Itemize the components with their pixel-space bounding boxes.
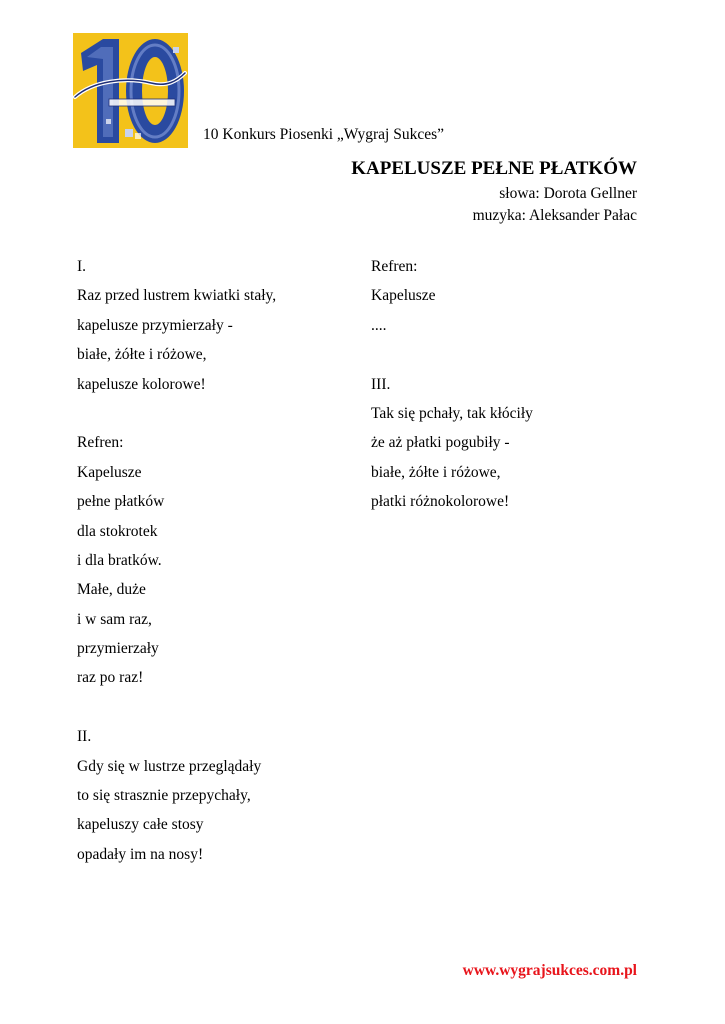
- lyric-line: Gdy się w lustrze przeglądały: [77, 757, 262, 775]
- lyric-line: i w sam raz,: [77, 610, 152, 628]
- lyric-line: II.: [77, 728, 92, 746]
- lyric-line: Raz przed lustrem kwiatki stały,: [77, 287, 277, 305]
- song-title: KAPELUSZE PEŁNE PŁATKÓW: [351, 158, 637, 179]
- lyric-line: Tak się pchały, tak kłóciły: [371, 404, 533, 422]
- lyric-line: I.: [77, 258, 87, 275]
- lyric-line: białe, żółte i różowe,: [77, 346, 207, 364]
- stanza-gap: [371, 340, 631, 369]
- lyric-line: przymierzały: [77, 640, 159, 658]
- lyric-line: Małe, duże: [77, 581, 146, 599]
- stanza-gap: [77, 399, 347, 428]
- lyric-line: kapelusze przymierzały -: [77, 316, 233, 334]
- contest-name: 10 Konkurs Piosenki „Wygraj Sukces”: [203, 126, 444, 143]
- stanza-gap: [77, 693, 347, 722]
- lyric-line: Refren:: [77, 434, 124, 452]
- lyric-line: kapeluszy całe stosy: [77, 816, 204, 834]
- lyric-line: to się strasznie przepychały,: [77, 787, 251, 805]
- lyric-line: kapelusze kolorowe!: [77, 375, 206, 393]
- lyric-line: Refren:: [371, 258, 418, 275]
- lyric-line: pełne płatków: [77, 493, 165, 511]
- lyric-line: III.: [371, 375, 391, 393]
- lyrics-author: słowa: Dorota Gellner: [499, 185, 637, 202]
- lyric-line: i dla bratków.: [77, 551, 162, 569]
- lyric-line: Kapelusze: [371, 287, 436, 305]
- lyric-line: raz po raz!: [77, 669, 144, 687]
- lyric-line: opadały im na nosy!: [77, 845, 204, 863]
- lyric-line: Kapelusze: [77, 463, 142, 481]
- lyric-line: białe, żółte i różowe,: [371, 463, 501, 481]
- lyric-line: że aż płatki pogubiły -: [371, 434, 510, 452]
- lyrics-left-column: [77, 252, 347, 869]
- contest-logo-icon: [73, 33, 188, 148]
- website-link[interactable]: www.wygrajsukces.com.pl: [462, 962, 637, 979]
- music-composer: muzyka: Aleksander Pałac: [472, 207, 637, 224]
- lyric-line: dla stokrotek: [77, 522, 158, 540]
- lyrics-right-column: [371, 252, 631, 517]
- lyric-line: płatki różnokolorowe!: [371, 493, 510, 511]
- lyric-line: ....: [371, 316, 387, 334]
